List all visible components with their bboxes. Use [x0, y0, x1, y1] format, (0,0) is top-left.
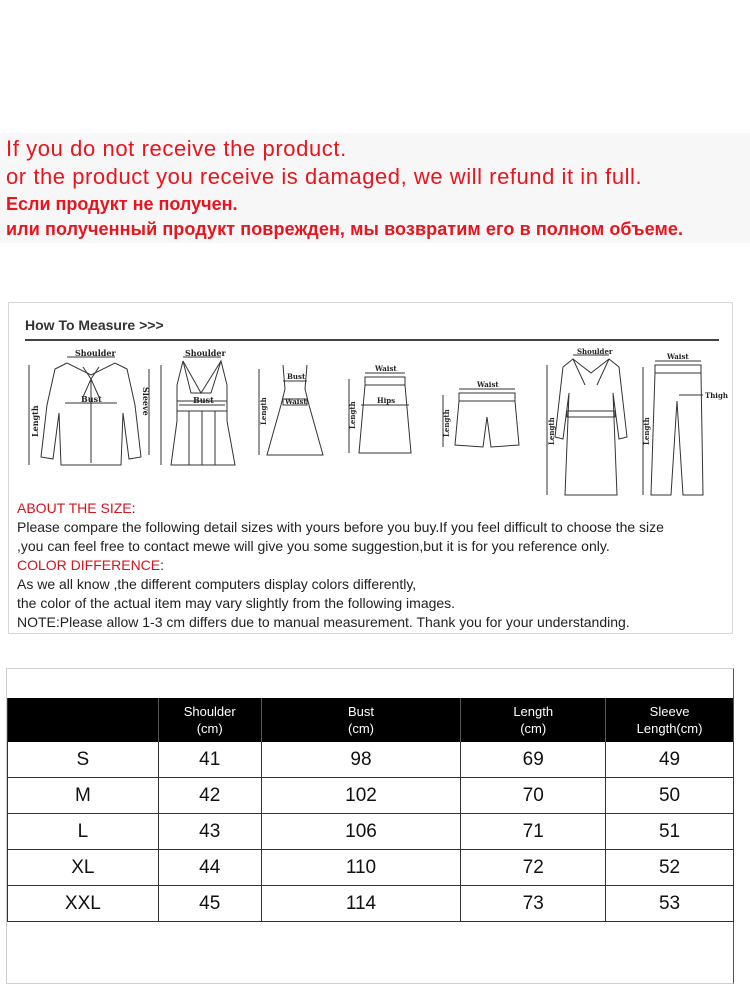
- notice-line-ru-2: или полученный продукт поврежден, мы возвратим его в полном объеме.: [6, 219, 684, 239]
- table-row: [8, 778, 734, 814]
- color-difference-text-1: As we all know ,the different computers display colors differently,: [17, 576, 417, 592]
- length-label: Length: [30, 405, 40, 437]
- shoulder-label: Shoulder: [185, 348, 226, 358]
- length-label: Length: [642, 417, 651, 445]
- shoulder-label: Shoulder: [75, 348, 116, 358]
- tank-top-diagram: [155, 345, 250, 500]
- sleeve-length-cell: 49: [606, 742, 734, 778]
- shoulder-cell: 41: [158, 742, 261, 778]
- coat-diagram: [541, 345, 636, 500]
- length-label: Length: [442, 409, 451, 437]
- size-cell: XL: [8, 850, 159, 886]
- table-row: [8, 814, 734, 850]
- bust-cell: 114: [261, 886, 461, 922]
- bust-label: Bust: [287, 372, 306, 381]
- waist-label: Waist: [477, 380, 499, 389]
- bust-cell: 106: [261, 814, 461, 850]
- sleeve-length-cell: 53: [606, 886, 734, 922]
- waist-label: Waist: [285, 397, 307, 406]
- sleeve-length-cell: 51: [606, 814, 734, 850]
- sleeve-length-header-cell: Sleeve Length(cm): [606, 698, 734, 742]
- color-difference-line: [17, 557, 164, 573]
- sleeve-length-cell: 50: [606, 778, 734, 814]
- bust-cell: 110: [261, 850, 461, 886]
- length-label: Length: [348, 401, 357, 429]
- length-label: Length: [259, 397, 268, 425]
- waist-label: Waist: [375, 364, 397, 373]
- sleeve-label: Sleeve: [141, 387, 151, 416]
- length-cell: 71: [461, 814, 606, 850]
- shoulder-cell: 44: [158, 850, 261, 886]
- refund-notice: [0, 133, 750, 243]
- table-row: [8, 742, 734, 778]
- shoulder-cell: 42: [158, 778, 261, 814]
- size-cell: S: [8, 742, 159, 778]
- bust-header-cell: Bust (cm): [261, 698, 461, 742]
- table-row: [8, 850, 734, 886]
- size-cell: XXL: [8, 886, 159, 922]
- size-table-header-row: [8, 698, 734, 742]
- thigh-label: Thigh: [705, 391, 728, 400]
- about-size-title: ABOUT THE SIZE: [17, 500, 132, 516]
- size-header-cell: [8, 698, 159, 742]
- size-table-container: [6, 668, 734, 984]
- waist-label: Waist: [667, 352, 689, 361]
- shoulder-cell: 43: [158, 814, 261, 850]
- bust-cell: 98: [261, 742, 461, 778]
- blouse-diagram: [25, 345, 155, 500]
- length-cell: 73: [461, 886, 606, 922]
- measurement-note: NOTE:Please allow 1-3 cm differs due to manual measurement. Thank you for your understanding.: [17, 614, 630, 630]
- about-size-colon: :: [131, 500, 136, 516]
- size-cell: M: [8, 778, 159, 814]
- length-cell: 69: [461, 742, 606, 778]
- length-header-cell: Length (cm): [461, 698, 606, 742]
- color-difference-colon: :: [160, 557, 165, 573]
- table-row: [8, 886, 734, 922]
- length-label: Length: [547, 417, 556, 445]
- shoulder-cell: 45: [158, 886, 261, 922]
- about-size-text-2: ,you can feel free to contact mewe will give you some suggestion,but it is for you reference only.: [17, 538, 610, 554]
- color-difference-text-2: the color of the actual item may vary slightly from the following images.: [17, 595, 456, 611]
- about-size-line: [17, 500, 136, 516]
- bust-label: Bust: [193, 395, 214, 405]
- how-to-measure-heading: How To Measure >>>: [25, 317, 164, 333]
- dress-diagram: [255, 345, 335, 500]
- color-difference-title: COLOR DIFFERENCE: [17, 557, 161, 573]
- bust-cell: 102: [261, 778, 461, 814]
- length-cell: 70: [461, 778, 606, 814]
- hips-label: Hips: [377, 396, 396, 405]
- size-table: [7, 698, 734, 922]
- about-size-text-1: Please compare the following detail sizes with yours before you buy.If you feel difficult to choose the size: [17, 519, 664, 535]
- how-to-measure-card: [8, 302, 733, 634]
- notice-line-ru-1: Если продукт не получен.: [6, 194, 238, 214]
- garment-diagrams: [23, 345, 728, 500]
- size-cell: L: [8, 814, 159, 850]
- bust-label: Bust: [81, 394, 102, 404]
- length-cell: 72: [461, 850, 606, 886]
- pants-diagram: [635, 345, 728, 500]
- notice-line-en-2: or the product you receive is damaged, we will refund it in full.: [6, 164, 643, 189]
- shoulder-label: Shoulder: [577, 347, 613, 356]
- shoulder-header-cell: Shoulder (cm): [158, 698, 261, 742]
- notice-line-en-1: If you do not receive the product.: [6, 136, 347, 161]
- skirt-diagram: [339, 345, 419, 500]
- heading-rule: [25, 339, 719, 341]
- shorts-diagram: [433, 345, 528, 500]
- sleeve-length-cell: 52: [606, 850, 734, 886]
